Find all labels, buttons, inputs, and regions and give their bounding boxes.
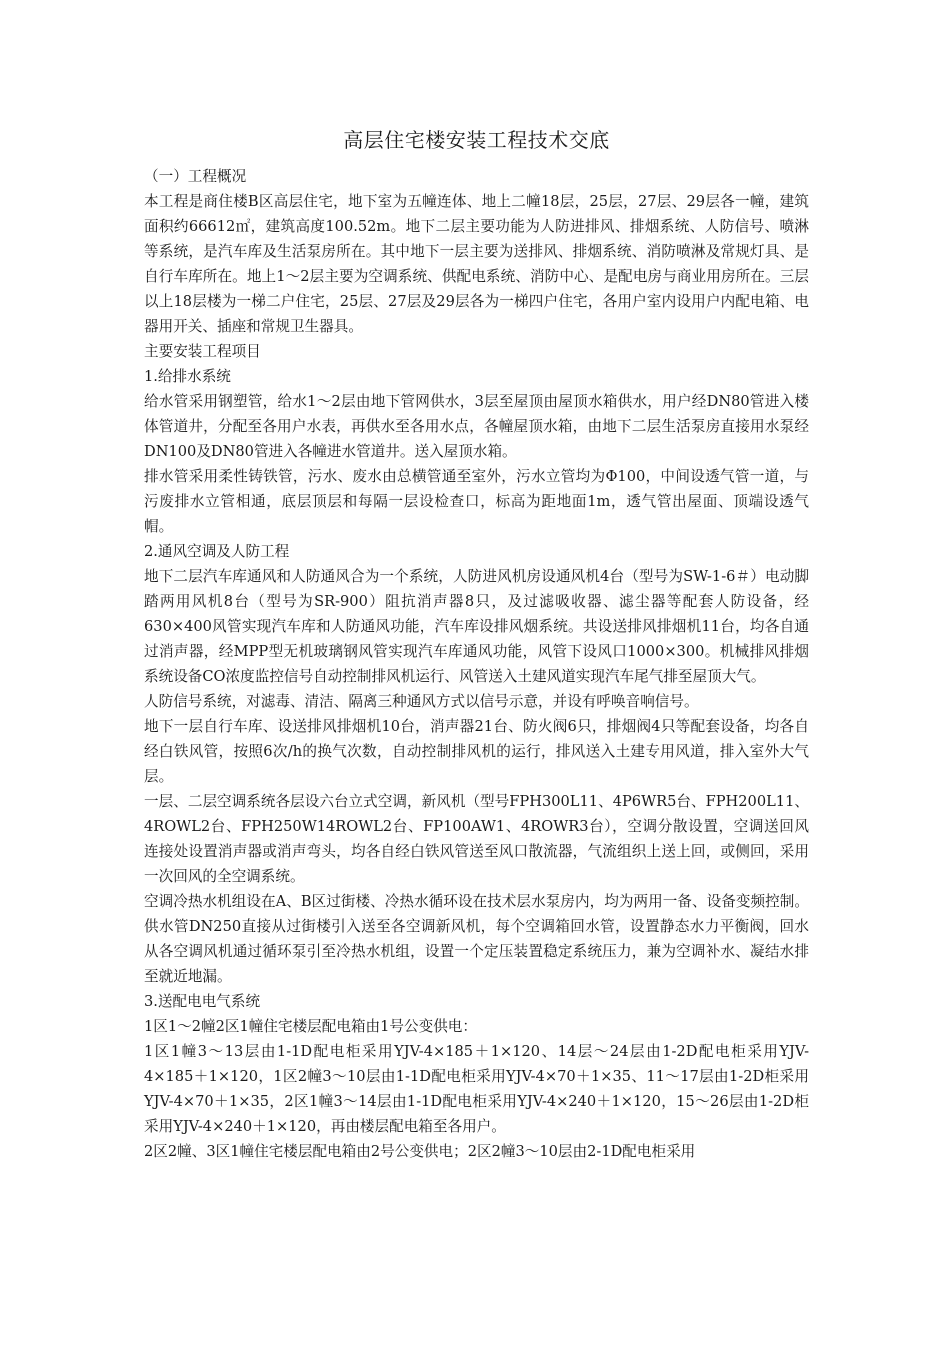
section-heading-plumbing: 1.给排水系统 bbox=[144, 368, 231, 385]
section-heading-ventilation: 2.通风空调及人防工程 bbox=[144, 543, 290, 560]
section-heading-electrical: 3.送配电电气系统 bbox=[144, 993, 261, 1010]
paragraph-chiller: 空调冷热水机组设在A、B区过街楼、冷热水循环设在技术层水泵房内，均为两用一备、设备变频控制。供水管DN250直接从过街楼引入送至各空调新风机，每个空调箱回水管，设置静态水力平衡阀，回水从各空调风机通过循环泵引至冷热水机组，设置一个定压装置稳定系统压力，兼为空调补水、凝结水排至就近地漏。 bbox=[144, 893, 809, 985]
paragraph-civil-defense-signal: 人防信号系统，对滤毒、清洁、隔离三种通风方式以信号示意，并设有呼唤音响信号。 bbox=[144, 693, 699, 710]
document-title: 高层住宅楼安装工程技术交底 bbox=[343, 128, 610, 152]
section-heading-main-items: 主要安装工程项目 bbox=[144, 343, 261, 360]
section-heading-overview: （一）工程概况 bbox=[144, 168, 247, 185]
paragraph-bicycle-garage: 地下一层自行车库、设送排风排烟机10台，消声器21台、防火阀6只，排烟阀4只等配套设备，均各自经白铁风管，按照6次/h的换气次数，自动控制排风机的运行，排风送入土建专用风道，排入室外大气层。 bbox=[144, 718, 809, 785]
paragraph-power-supply-1: 1区1～2幢2区1幢住宅楼层配电箱由1号公变供电： bbox=[144, 1018, 477, 1035]
paragraph-power-supply-cables: 1区1幢3～13层由1-1D配电柜采用YJV-4×185＋1×120、14层～24层由1-2D配电柜采用YJV-4×185＋1×120，1区2幢3～10层由1-1D配电柜采用YJV-4×70＋1×35、11～17层由1-2D柜采用YJV-4×70＋1×35，2区1幢3～14层由1-1D配电柜采用YJV-4×240＋1×120，15～26层由1-2D柜采用YJV-4×240＋1×120，再由楼层配电箱至各用户。 bbox=[144, 1043, 809, 1135]
paragraph-power-supply-2: 2区2幢、3区1幢住宅楼层配电箱由2号公变供电；2区2幢3～10层由2-1D配电柜采用 bbox=[144, 1143, 696, 1160]
paragraph-drainage: 排水管采用柔性铸铁管，污水、废水由总横管通至室外，污水立管均为Φ100，中间设透气管一道，与污废排水立管相通，底层顶层和每隔一层设检查口，标高为距地面1m，透气管出屋面、顶端设透气帽。 bbox=[144, 468, 809, 535]
paragraph-garage-ventilation: 地下二层汽车库通风和人防通风合为一个系统，人防进风机房设通风机4台（型号为SW-1-6＃）电动脚踏两用风机8台（型号为SR-900）阻抗消声器8只，及过滤吸收器、滤尘器等配套人防设备，经630×400风管实现汽车库和人防通风功能，汽车库设排风烟系统。共设送排风排烟机11台，均各自通过消声器，经MPP型无机玻璃钢风管实现汽车库通风功能，风管下设风口1000×300。机械排风排烟系统设备CO浓度监控信号自动控制排风机运行、风管送入土建风道实现汽车尾气排至屋顶大气。 bbox=[144, 568, 809, 685]
paragraph-overview: 本工程是商住楼B区高层住宅，地下室为五幢连体、地上二幢18层，25层，27层、29层各一幢，建筑面积约66612㎡，建筑高度100.52m。地下二层主要功能为人防进排风、排烟系统、人防信号、喷淋等系统，是汽车库及生活泵房所在。其中地下一层主要为送排风、排烟系统、消防喷淋及常规灯具、是自行车库所在。地上1～2层主要为空调系统、供配电系统、消防中心、是配电房与商业用房所在。三层以上18层楼为一梯二户住宅，25层、27层及29层各为一梯四户住宅，各用户室内设用户内配电箱、电器用开关、插座和常规卫生器具。 bbox=[144, 193, 809, 335]
paragraph-air-conditioning: 一层、二层空调系统各层设六台立式空调，新风机（型号FPH300L11、4P6WR5台、FPH200L11、4ROWL2台、FPH250W14ROWL2台、FP100AW1、4ROWR3台），空调分散设置，空调送回风连接处设置消声器或消声弯头，均各自经白铁风管送至风口散流器，气流组织上送上回，或侧回，采用一次回风的全空调系统。 bbox=[144, 793, 809, 885]
paragraph-water-supply: 给水管采用钢塑管，给水1～2层由地下管网供水，3层至屋顶由屋顶水箱供水，用户经DN80管进入楼体管道井，分配至各用户水表，再供水至各用水点，各幢屋顶水箱，由地下二层生活泵房直接用水泵经DN100及DN80管进入各幢进水管道井。送入屋顶水箱。 bbox=[144, 393, 809, 460]
document-page bbox=[144, 120, 809, 1164]
